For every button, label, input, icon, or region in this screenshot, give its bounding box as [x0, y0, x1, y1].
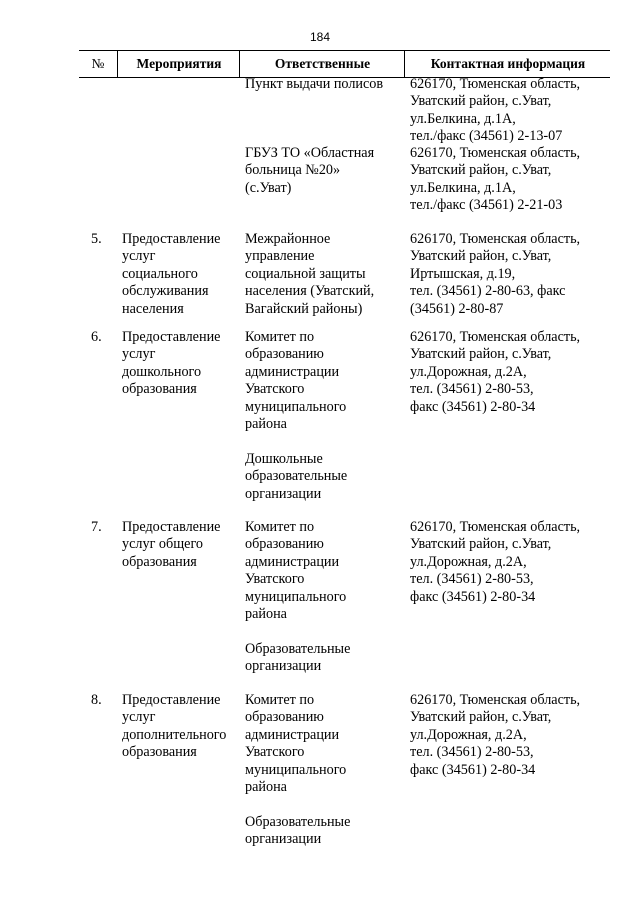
- text-line: образованию: [245, 709, 324, 726]
- text-line: ГБУЗ ТО «Областная: [245, 145, 375, 161]
- text-line: Предоставление: [122, 519, 221, 535]
- text-line: социального: [122, 265, 198, 282]
- text-line: образовательные: [245, 468, 348, 485]
- text-line: Уватский район, с.Уват,: [410, 248, 552, 265]
- text-line: Комитет по: [245, 519, 315, 535]
- page-number: 184: [309, 30, 331, 44]
- text-line: Уватский район, с.Уват,: [410, 346, 552, 363]
- header-event: Мероприятия: [117, 51, 240, 77]
- text-line: услуг общего: [122, 536, 204, 553]
- text-line: 626170, Тюменская область,: [410, 231, 581, 247]
- text-line: 626170, Тюменская область,: [410, 329, 581, 345]
- row-4-num: 8.: [91, 692, 102, 708]
- text-line: услуг: [122, 248, 156, 265]
- text-line: ул.Белкина, д.1А,: [410, 110, 516, 127]
- text-line: Уватский район, с.Уват,: [410, 162, 552, 179]
- text-line: Комитет по: [245, 692, 315, 708]
- text-line: больница №20»: [245, 162, 341, 179]
- row-3-event: [122, 519, 242, 571]
- text-line: Комитет по: [245, 329, 315, 345]
- text-line: образования: [122, 553, 197, 570]
- text-line: Уватского: [245, 571, 305, 588]
- text-line: Образовательные: [245, 814, 351, 830]
- row-0-contact-1: [410, 145, 615, 215]
- text-line: администрации: [245, 726, 340, 743]
- text-line: организации: [245, 658, 322, 675]
- row-4-event: [122, 692, 242, 762]
- row-2-responsible-0: [245, 329, 407, 433]
- text-line: района: [245, 416, 287, 433]
- text-line: Уватский район, с.Уват,: [410, 93, 552, 110]
- row-4-responsible-1: [245, 814, 407, 849]
- text-line: факс (34561) 2-80-34: [410, 761, 536, 778]
- text-line: Уватского: [245, 744, 305, 761]
- header-contact: Контактная информация: [404, 51, 611, 77]
- row-1-num: 5.: [91, 231, 102, 247]
- text-line: Уватский район, с.Уват,: [410, 709, 552, 726]
- text-line: Вагайский районы): [245, 300, 363, 317]
- text-line: ул.Дорожная, д.2А,: [410, 363, 527, 380]
- text-line: ул.Дорожная, д.2А,: [410, 553, 527, 570]
- text-line: ул.Дорожная, д.2А,: [410, 726, 527, 743]
- text-line: Предоставление: [122, 329, 221, 345]
- text-line: обслуживания: [122, 283, 209, 300]
- text-line: района: [245, 779, 287, 796]
- text-line: Образовательные: [245, 641, 351, 657]
- text-line: тел. (34561) 2-80-63, факс: [410, 283, 566, 300]
- row-1-contact-0: [410, 231, 615, 318]
- text-line: факс (34561) 2-80-34: [410, 588, 536, 605]
- row-0-contact-0: [410, 76, 615, 146]
- text-line: 626170, Тюменская область,: [410, 692, 581, 708]
- text-line: муниципального: [245, 588, 347, 605]
- text-line: (с.Уват): [245, 179, 292, 196]
- row-2-contact-0: [410, 329, 615, 416]
- text-line: образованию: [245, 536, 324, 553]
- text-line: Предоставление: [122, 692, 221, 708]
- text-line: 626170, Тюменская область,: [410, 76, 581, 92]
- text-line: Уватского: [245, 381, 305, 398]
- row-3-responsible-1: [245, 641, 407, 676]
- row-2-event: [122, 329, 242, 399]
- row-1-responsible-0: [245, 231, 407, 318]
- table-header: [79, 50, 610, 78]
- text-line: муниципального: [245, 761, 347, 778]
- text-line: тел. (34561) 2-80-53,: [410, 744, 534, 761]
- row-0-responsible-0: [245, 76, 407, 93]
- text-line: дошкольного: [122, 363, 202, 380]
- text-line: тел. (34561) 2-80-53,: [410, 381, 534, 398]
- text-line: управление: [245, 248, 315, 265]
- text-line: дополнительного: [122, 726, 227, 743]
- text-line: населения (Уватский,: [245, 283, 375, 300]
- text-line: тел./факс (34561) 2-21-03: [410, 197, 563, 214]
- text-line: администрации: [245, 553, 340, 570]
- row-4-responsible-0: [245, 692, 407, 796]
- text-line: Дошкольные: [245, 451, 323, 467]
- row-2-responsible-1: [245, 451, 407, 503]
- text-line: (34561) 2-80-87: [410, 300, 504, 317]
- header-responsible: Ответственные: [239, 51, 405, 77]
- text-line: Пункт выдачи полисов: [245, 76, 384, 92]
- text-line: 626170, Тюменская область,: [410, 145, 581, 161]
- text-line: района: [245, 606, 287, 623]
- row-3-num: 7.: [91, 519, 102, 535]
- text-line: населения: [122, 300, 184, 317]
- text-line: тел./факс (34561) 2-13-07: [410, 128, 563, 145]
- text-line: организации: [245, 831, 322, 848]
- row-4-contact-0: [410, 692, 615, 779]
- row-1-event: [122, 231, 242, 318]
- row-2-num: 6.: [91, 329, 102, 345]
- row-0-responsible-1: [245, 145, 407, 197]
- text-line: администрации: [245, 363, 340, 380]
- text-line: Межрайонное: [245, 231, 331, 247]
- text-line: ул.Белкина, д.1А,: [410, 179, 516, 196]
- text-line: образованию: [245, 346, 324, 363]
- text-line: услуг: [122, 709, 156, 726]
- text-line: Иртышская, д.19,: [410, 265, 516, 282]
- text-line: социальной защиты: [245, 265, 366, 282]
- row-3-contact-0: [410, 519, 615, 606]
- text-line: Уватский район, с.Уват,: [410, 536, 552, 553]
- text-line: организации: [245, 485, 322, 502]
- text-line: образования: [122, 381, 197, 398]
- header-num: №: [91, 56, 105, 71]
- text-line: Предоставление: [122, 231, 221, 247]
- text-line: муниципального: [245, 398, 347, 415]
- text-line: 626170, Тюменская область,: [410, 519, 581, 535]
- text-line: образования: [122, 744, 197, 761]
- row-3-responsible-0: [245, 519, 407, 623]
- text-line: услуг: [122, 346, 156, 363]
- text-line: факс (34561) 2-80-34: [410, 398, 536, 415]
- text-line: тел. (34561) 2-80-53,: [410, 571, 534, 588]
